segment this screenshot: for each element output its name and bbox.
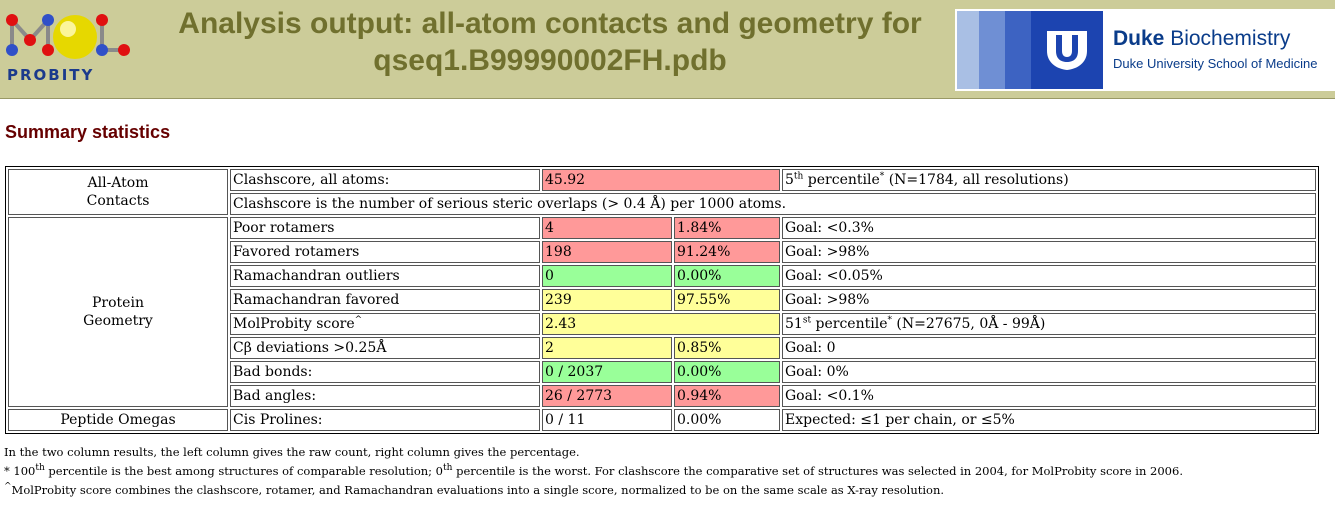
bad-bonds-label: Bad bonds: [230,361,540,383]
clashscore-description: Clashscore is the number of serious steric overlaps (> 0.4 Å) per 1000 atoms. [230,193,1316,215]
molprobity-molecule-icon [2,4,132,66]
cb-deviations-label: Cβ deviations >0.25Å [230,337,540,359]
page-title [140,5,960,79]
rama-favored-label: Ramachandran favored [230,289,540,311]
duke-shield-icon [1041,29,1093,71]
bad-bonds-count: 0 / 2037 [542,361,672,383]
logo-stripe [979,11,1005,89]
footnote-2: * 100th percentile is the best among structures of comparable resolution; 0th percentile is the worst. For clashscore the comparative set of structures was selected in 2004, for MolProbity score in 2006. [4,463,1183,478]
poor-rotamers-count: 4 [542,217,672,239]
protein-geometry-label: Protein Geometry [8,217,228,407]
table-row [8,169,1316,191]
duke-subtitle: Duke University School of Medicine [1113,56,1318,71]
cb-deviations-count: 2 [542,337,672,359]
duke-rest: Biochemistry [1164,27,1291,50]
bad-angles-label: Bad angles: [230,385,540,407]
poor-rotamers-goal: Goal: <0.3% [782,217,1316,239]
molprobity-score-label: MolProbity score^ [230,313,540,335]
bad-bonds-goal: Goal: 0% [782,361,1316,383]
bad-bonds-pct: 0.00% [674,361,780,383]
duke-bold: Duke [1113,27,1165,50]
logo-stripe [1005,11,1031,89]
bad-angles-count: 26 / 2773 [542,385,672,407]
clashscore-percentile: 5th percentile* (N=1784, all resolutions) [782,169,1316,191]
table-row [8,409,1316,431]
favored-rotamers-label: Favored rotamers [230,241,540,263]
poor-rotamers-label: Poor rotamers [230,217,540,239]
rama-outliers-goal: Goal: <0.05% [782,265,1316,287]
logo-stripe [957,11,979,89]
footnote-3: ^MolProbity score combines the clashscore, rotamer, and Ramachandran evaluations into a single score, normalized to be on the same scale as X-ray resolution. [4,482,945,497]
rama-favored-pct: 97.55% [674,289,780,311]
title-line-1: Analysis output: all-atom contacts and geometry for [178,7,922,40]
rama-outliers-count: 0 [542,265,672,287]
bad-angles-pct: 0.94% [674,385,780,407]
cis-prolines-count: 0 / 11 [542,409,672,431]
bad-angles-goal: Goal: <0.1% [782,385,1316,407]
cb-deviations-pct: 0.85% [674,337,780,359]
section-title: Summary statistics [5,122,171,142]
favored-rotamers-goal: Goal: >98% [782,241,1316,263]
page-header [0,0,1335,99]
all-atom-contacts-label: All-Atom Contacts [8,169,228,215]
rama-favored-count: 239 [542,289,672,311]
cb-deviations-goal: Goal: 0 [782,337,1316,359]
logo-text: PROBITY [7,66,95,84]
title-line-2: qseq1.B99990002FH.pdb [373,44,727,77]
rama-favored-goal: Goal: >98% [782,289,1316,311]
favored-rotamers-count: 198 [542,241,672,263]
poor-rotamers-pct: 1.84% [674,217,780,239]
duke-biochemistry-logo[interactable] [955,9,1335,91]
clashscore-label: Clashscore, all atoms: [230,169,540,191]
molprobity-logo[interactable] [2,4,132,90]
rama-outliers-pct: 0.00% [674,265,780,287]
cis-prolines-label: Cis Prolines: [230,409,540,431]
cis-prolines-pct: 0.00% [674,409,780,431]
clashscore-value: 45.92 [542,169,780,191]
table-row [8,217,1316,239]
footnotes [4,443,1329,500]
duke-biochemistry-text [1113,27,1290,51]
molprobity-score-value: 2.43 [542,313,780,335]
favored-rotamers-pct: 91.24% [674,241,780,263]
peptide-omegas-label: Peptide Omegas [8,409,228,431]
rama-outliers-label: Ramachandran outliers [230,265,540,287]
cis-prolines-goal: Expected: ≤1 per chain, or ≤5% [782,409,1316,431]
footnote-1: In the two column results, the left column gives the raw count, right column gives the percentage. [4,445,580,459]
molprobity-score-percentile: 51st percentile* (N=27675, 0Å - 99Å) [782,313,1316,335]
summary-table [5,166,1319,434]
